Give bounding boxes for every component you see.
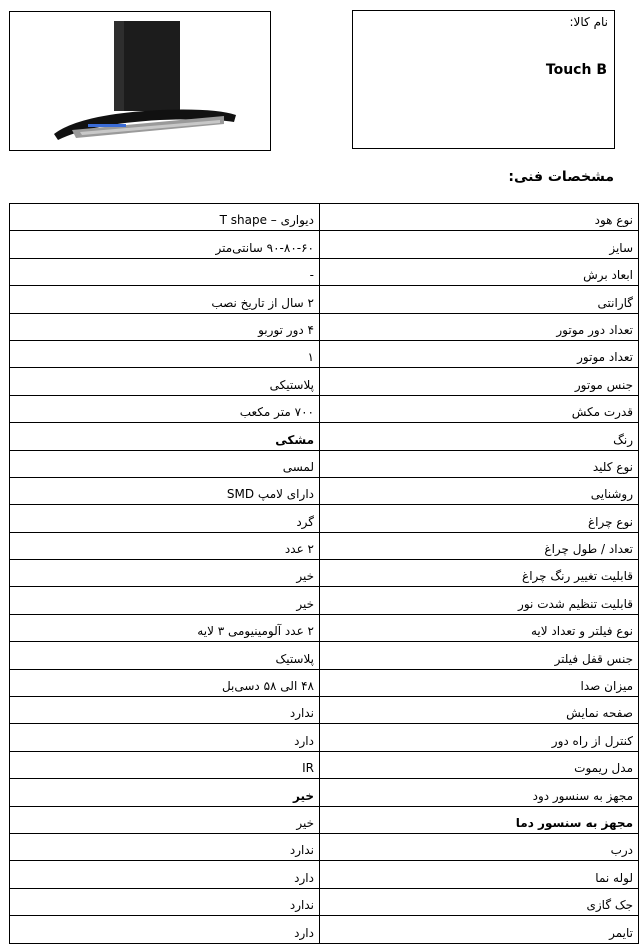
spec-value: خیر — [10, 779, 320, 806]
spec-value: ۲ سال از تاریخ نصب — [10, 286, 320, 313]
spec-value: پلاستیک — [10, 642, 320, 669]
spec-label: نوع چراغ — [320, 505, 639, 532]
spec-label: کنترل از راه دور — [320, 724, 639, 751]
spec-label: قابلیت تغییر رنگ چراغ — [320, 560, 639, 587]
spec-label: میزان صدا — [320, 669, 639, 696]
spec-row — [10, 587, 639, 614]
spec-row — [10, 505, 639, 532]
spec-label: گارانتی — [320, 286, 639, 313]
spec-value: ۷۰۰ متر مکعب — [10, 395, 320, 422]
spec-row — [10, 340, 639, 367]
spec-row — [10, 779, 639, 806]
spec-row — [10, 806, 639, 833]
spec-value: ۴ دور توربو — [10, 313, 320, 340]
spec-row — [10, 395, 639, 422]
spec-label: لوله نما — [320, 861, 639, 888]
spec-row — [10, 724, 639, 751]
spec-label: نوع هود — [320, 204, 639, 231]
spec-label: تعداد / طول چراغ — [320, 532, 639, 559]
spec-label: تعداد موتور — [320, 340, 639, 367]
spec-value: گرد — [10, 505, 320, 532]
specs-title: مشخصات فنی: — [508, 169, 614, 185]
product-image-frame — [9, 11, 271, 151]
spec-label: جنس موتور — [320, 368, 639, 395]
spec-label: روشنایی — [320, 477, 639, 504]
spec-label: نوع کلید — [320, 450, 639, 477]
spec-row — [10, 477, 639, 504]
spec-row — [10, 833, 639, 860]
product-name-label: نام کالا: — [569, 15, 608, 29]
spec-value: پلاستیکی — [10, 368, 320, 395]
spec-value: خیر — [10, 806, 320, 833]
spec-row — [10, 368, 639, 395]
spec-value: دیواری – T shape — [10, 204, 320, 231]
spec-value: ۲ عدد آلومینیومی ۳ لایه — [10, 614, 320, 641]
spec-label: جک گازی — [320, 888, 639, 915]
spec-value: IR — [10, 751, 320, 778]
spec-label: قدرت مکش — [320, 395, 639, 422]
spec-value: دارد — [10, 916, 320, 943]
spec-row — [10, 258, 639, 285]
spec-row — [10, 560, 639, 587]
spec-value: دارد — [10, 861, 320, 888]
spec-row — [10, 697, 639, 724]
spec-value: ۴۸ الی ۵۸ دسی‌بل — [10, 669, 320, 696]
spec-row — [10, 286, 639, 313]
spec-label: نوع فیلتر و تعداد لایه — [320, 614, 639, 641]
spec-value: دارد — [10, 724, 320, 751]
spec-label: مجهز به سنسور دما — [320, 806, 639, 833]
spec-label: تعداد دور موتور — [320, 313, 639, 340]
spec-label: جنس قفل فیلتر — [320, 642, 639, 669]
spec-row — [10, 642, 639, 669]
spec-label: درب — [320, 833, 639, 860]
spec-label: قابلیت تنظیم شدت نور — [320, 587, 639, 614]
spec-value: ۹۰-۸۰-۶۰ سانتی‌متر — [10, 231, 320, 258]
spec-label: ابعاد برش — [320, 258, 639, 285]
spec-row — [10, 231, 639, 258]
spec-value: ندارد — [10, 833, 320, 860]
spec-label: رنگ — [320, 423, 639, 450]
spec-label: مجهز به سنسور دود — [320, 779, 639, 806]
product-name-box — [352, 10, 615, 149]
specs-table — [9, 203, 639, 944]
spec-value: ندارد — [10, 888, 320, 915]
spec-row — [10, 669, 639, 696]
spec-value: - — [10, 258, 320, 285]
spec-label: تایمر — [320, 916, 639, 943]
spec-value: ۱ — [10, 340, 320, 367]
spec-value: لمسی — [10, 450, 320, 477]
spec-label: سایز — [320, 231, 639, 258]
spec-value: خیر — [10, 587, 320, 614]
spec-label: مدل ریموت — [320, 751, 639, 778]
spec-row — [10, 614, 639, 641]
spec-value: دارای لامپ SMD — [10, 477, 320, 504]
product-name-value: Touch B — [545, 62, 607, 78]
spec-row — [10, 450, 639, 477]
spec-row — [10, 861, 639, 888]
spec-row — [10, 888, 639, 915]
spec-row — [10, 916, 639, 943]
spec-row — [10, 204, 639, 231]
spec-value: ۲ عدد — [10, 532, 320, 559]
spec-row — [10, 423, 639, 450]
spec-row — [10, 313, 639, 340]
range-hood-image — [10, 12, 270, 150]
spec-row — [10, 751, 639, 778]
spec-value: مشکی — [10, 423, 320, 450]
spec-value: ندارد — [10, 697, 320, 724]
spec-row — [10, 532, 639, 559]
spec-value: خیر — [10, 560, 320, 587]
spec-label: صفحه نمایش — [320, 697, 639, 724]
